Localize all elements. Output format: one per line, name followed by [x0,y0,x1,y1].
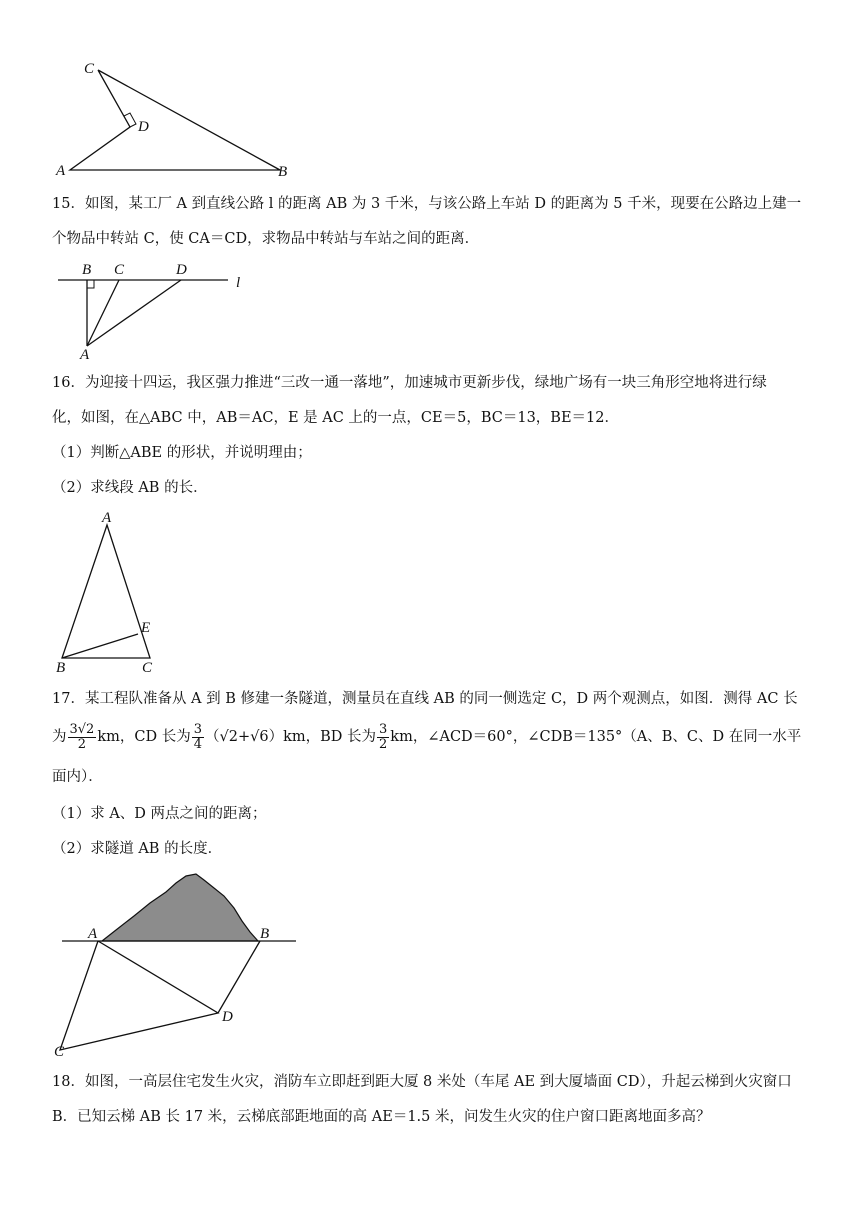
label-c: C [84,61,95,77]
figure-q17 [50,866,310,1061]
segment-be [62,634,138,658]
fraction-ac: $\frac{3√2}{2}$ [69,721,95,752]
figure-q16 [50,508,170,678]
label-e: E [141,620,151,636]
label-b: B [260,926,270,942]
q17-text-b: km，CD 长为 [97,729,191,745]
label-c: C [142,660,153,676]
q18-line-1: 18．如图，一高层住宅发生火灾，消防车立即赶到距大厦 8 米处（车尾 AE 到大厦墙面 CD），升起云梯到火灾窗口 [52,1074,792,1090]
label-c: C [54,1044,65,1060]
q17-line-3: 面内）． [52,769,103,785]
q17-sub-1: （1）求 A、D 两点之间的距离； [52,806,267,822]
label-a: A [102,510,112,526]
label-c: C [114,262,125,278]
q16-sub-2: （2）求线段 AB 的长． [52,480,208,496]
q16-line-2: 化，如图，在△ABC 中，AB＝AC，E 是 AC 上的一点，CE＝5，BC＝13，BE＝12． [52,410,619,426]
mountain-shape [102,874,258,941]
q16-sub-1: （1）判断△ABE 的形状，并说明理由； [52,445,312,461]
label-b: B [278,164,288,180]
segment-db [218,941,260,1013]
label-b: B [56,660,66,676]
q15-line-1: 15．如图，某工厂 A 到直线公路 l 的距离 AB 为 3 千米，与该公路上车站 D 的距离为 5 千米，现要在公路边上建一 [52,196,802,212]
q17-text-a: 为 [52,729,67,745]
q17-line-1: 17．某工程队准备从 A 到 B 修建一条隧道，测量员在直线 AB 的同一侧选定 C，D 两个观测点，如图．测得 AC 长 [52,691,798,707]
segment-ad [87,280,181,346]
figure-q14 [50,55,300,180]
triangle-outline [70,70,280,170]
q17-text-c: （√2+√6）km，BD 长为 [204,729,376,745]
label-d: D [176,262,187,278]
label-a: A [88,926,98,942]
label-a: A [80,347,90,363]
segment-ac [87,280,119,346]
label-b: B [82,262,92,278]
q16-line-1: 16．为迎接十四运，我区强力推进“三改一通一落地”，加速城市更新步伐，绿地广场有一块三角形空地将进行绿 [52,375,767,391]
q17-line-2 [52,719,812,755]
fraction-bd: $\frac{3}{2}$ [379,721,388,752]
label-d: D [138,119,149,135]
survey-polygon [60,941,218,1050]
fraction-cd: $\frac{3}{4}$ [193,721,202,752]
q18-line-2: B．已知云梯 AB 长 17 米，云梯底部距地面的高 AE＝1.5 米，问发生火灾的住户窗口距离地面多高？ [52,1109,711,1125]
q17-sub-2: （2）求隧道 AB 的长度． [52,841,223,857]
right-angle-mark [87,280,94,288]
figure-q15 [50,258,270,363]
label-l: l [236,275,241,291]
label-a: A [56,163,66,179]
q17-text-d: km，∠ACD＝60°，∠CDB＝135°（A、B、C、D 在同一水平 [390,729,802,745]
triangle-abc [62,525,150,658]
q15-line-2: 个物品中转站 C，使 CA＝CD，求物品中转站与车站之间的距离． [52,231,480,247]
label-d: D [222,1009,233,1025]
